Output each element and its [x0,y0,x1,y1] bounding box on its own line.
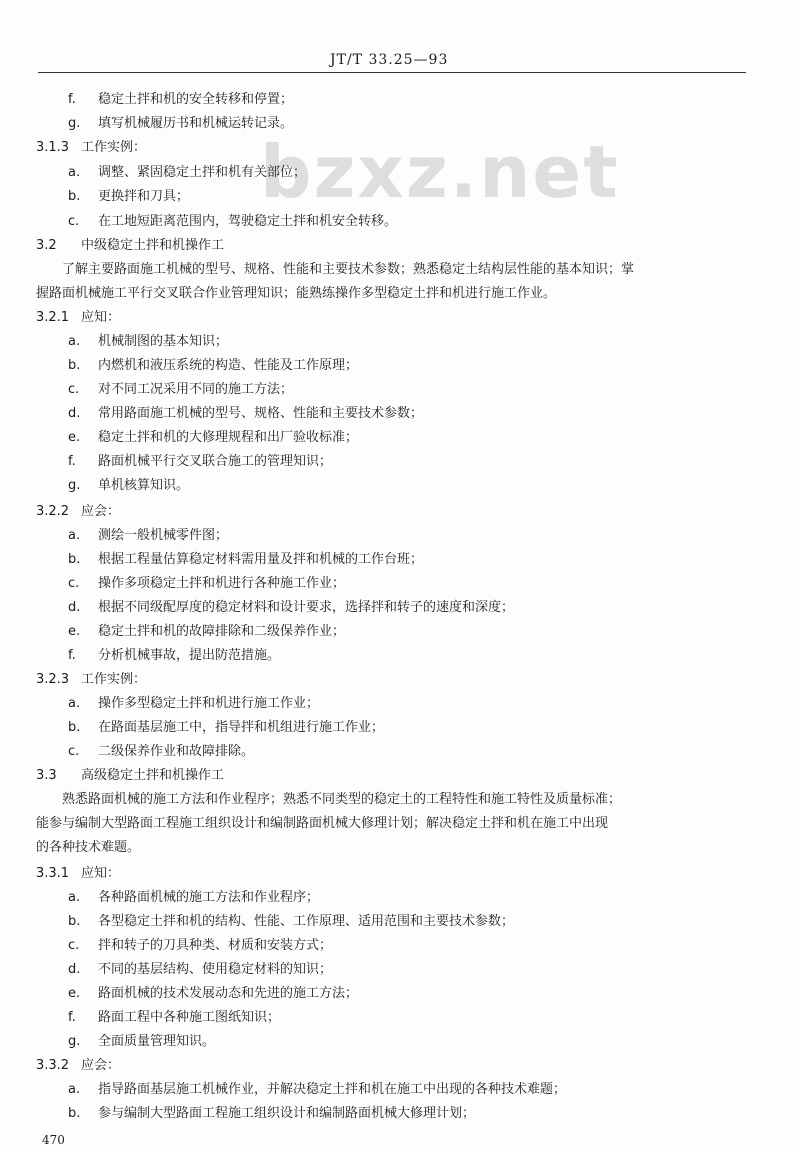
list-marker: g. [68,1034,81,1049]
list-marker: d. [68,962,81,977]
line-text: 工作实例： [81,672,147,687]
line-text: 拌和转子的刀具种类、材质和安装方式； [98,938,333,953]
list-marker: b. [68,189,81,204]
line-text: 指导路面基层施工机械作业，并解决稳定土拌和机在施工中出现的各种技术难题； [98,1082,567,1097]
list-item [68,528,228,544]
section-heading [36,672,146,688]
list-marker: a. [68,528,81,543]
list-item [68,600,514,616]
list-marker: a. [68,165,81,180]
section-number: 3.2 [36,238,57,253]
list-item [68,358,358,374]
line-text: 机械制图的基本知识； [98,334,229,349]
section-heading [36,866,120,882]
section-number: 3.2.3 [36,672,70,687]
line-text: 应会： [81,1058,121,1073]
line-text: 各型稳定土拌和机的结构、性能、工作原理、适用范围和主要技术参数； [98,914,515,929]
line-text: 路面机械的技术发展动态和先进的施工方法； [98,986,359,1001]
list-item [68,1010,280,1026]
line-text: 路面机械平行交叉联合施工的管理知识； [98,454,333,469]
list-item [68,576,345,592]
watermark: bzxz.net [260,130,620,214]
list-marker: c. [68,744,80,759]
header-rule [38,72,746,73]
section-number: 3.2.2 [36,504,70,519]
list-marker: a. [68,696,81,711]
list-marker: g. [68,116,81,131]
line-text: 握路面机械施工平行交叉联合作业管理知识；能熟练操作多型稳定土拌和机进行施工作业。 [36,286,557,301]
list-marker: f. [68,454,76,469]
line-text: 了解主要路面施工机械的型号、规格、性能和主要技术参数；熟悉稳定土结构层性能的基本知识；掌 [62,262,635,277]
standard-code-header: JT/T 33.25—93 [330,52,449,68]
list-item [68,938,332,954]
list-marker: b. [68,1106,81,1121]
line-text: 根据不同级配厚度的稳定材料和设计要求，选择拌和转子的速度和深度； [98,600,515,615]
line-text: 操作多项稳定土拌和机进行各种施工作业； [98,576,346,591]
line-text: 的各种技术难题。 [36,840,141,855]
list-item [68,648,280,664]
list-marker: g. [68,478,81,493]
line-text: 应知： [81,866,121,881]
list-item [68,214,397,230]
list-item [68,552,423,568]
line-text: 能参与编制大型路面工程施工组织设计和编制路面机械大修理计划；解决稳定土拌和机在施工中出现 [36,816,609,831]
list-marker: f. [68,648,76,663]
list-item [68,92,293,108]
section-heading [36,504,120,520]
line-text: 熟悉路面机械的施工方法和作业程序；熟悉不同类型的稳定土的工程特性和施工特性及质量标准； [62,792,622,807]
line-text: 各种路面机械的施工方法和作业程序； [98,890,320,905]
line-text: 高级稳定土拌和机操作工 [81,768,225,783]
list-marker: f. [68,1010,76,1025]
list-marker: b. [68,914,81,929]
paragraph-line [36,816,608,832]
line-text: 中级稳定土拌和机操作工 [81,238,225,253]
list-marker: d. [68,600,81,615]
list-marker: e. [68,986,81,1001]
line-text: 稳定土拌和机的故障排除和二级保养作业； [98,624,346,639]
list-item [68,914,514,930]
line-text: 填写机械履历书和机械运转记录。 [98,116,294,131]
section-heading [36,140,146,156]
list-item [68,406,423,422]
line-text: 不同的基层结构、使用稳定材料的知识； [98,962,333,977]
list-item [68,430,358,446]
list-item [68,744,254,760]
section-number: 3.2.1 [36,310,70,325]
list-marker: c. [68,576,80,591]
line-text: 全面质量管理知识。 [98,1034,216,1049]
list-marker: c. [68,382,80,397]
line-text: 在路面基层施工中，指导拌和机组进行施工作业； [98,720,385,735]
line-text: 工作实例： [81,140,147,155]
paragraph-line [62,262,634,278]
line-text: 操作多型稳定土拌和机进行施工作业； [98,696,320,711]
section-number: 3.3 [36,768,57,783]
line-text: 应会： [81,504,121,519]
list-item [68,116,293,132]
list-item [68,890,319,906]
line-text: 单机核算知识。 [98,478,190,493]
line-text: 内燃机和液压系统的构造、性能及工作原理； [98,358,359,373]
line-text: 在工地短距离范围内，驾驶稳定土拌和机安全转移。 [98,214,398,229]
line-text: 更换拌和刀具； [98,189,190,204]
paragraph-line [36,286,556,302]
line-text: 分析机械事故，提出防范措施。 [98,648,281,663]
list-marker: c. [68,938,80,953]
list-item [68,986,358,1002]
line-text: 应知： [81,310,121,325]
list-marker: e. [68,430,81,445]
list-item [68,454,332,470]
section-heading [36,1058,120,1074]
list-item [68,382,293,398]
section-heading [36,768,224,784]
list-item [68,1034,215,1050]
line-text: 稳定土拌和机的安全转移和停置； [98,92,294,107]
list-item [68,334,228,350]
list-item [68,624,345,640]
list-marker: d. [68,406,81,421]
line-text: 调整、紧固稳定土拌和机有关部位； [98,165,307,180]
section-number: 3.3.2 [36,1058,70,1073]
list-marker: a. [68,890,81,905]
section-heading [36,310,120,326]
list-item [68,720,384,736]
list-item [68,1106,475,1122]
section-number: 3.3.1 [36,866,70,881]
list-marker: b. [68,720,81,735]
line-text: 路面工程中各种施工图纸知识； [98,1010,281,1025]
line-text: 参与编制大型路面工程施工组织设计和编制路面机械大修理计划； [98,1106,476,1121]
list-item [68,478,189,494]
line-text: 对不同工况采用不同的施工方法； [98,382,294,397]
list-marker: c. [68,214,80,229]
list-item [68,696,319,712]
line-text: 测绘一般机械零件图； [98,528,229,543]
list-marker: b. [68,552,81,567]
page-number: 470 [42,1133,65,1147]
list-item [68,962,332,978]
line-text: 稳定土拌和机的大修理规程和出厂验收标准； [98,430,359,445]
list-item [68,165,306,181]
list-marker: a. [68,334,81,349]
paragraph-line [36,840,140,856]
list-item [68,189,189,205]
list-marker: e. [68,624,81,639]
section-number: 3.1.3 [36,140,70,155]
paragraph-line [62,792,621,808]
list-marker: f. [68,92,76,107]
section-heading [36,238,224,254]
list-marker: b. [68,358,81,373]
line-text: 常用路面施工机械的型号、规格、性能和主要技术参数； [98,406,424,421]
list-item [68,1082,566,1098]
line-text: 二级保养作业和故障排除。 [98,744,255,759]
line-text: 根据工程量估算稳定材料需用量及拌和机械的工作台班； [98,552,424,567]
list-marker: a. [68,1082,81,1097]
